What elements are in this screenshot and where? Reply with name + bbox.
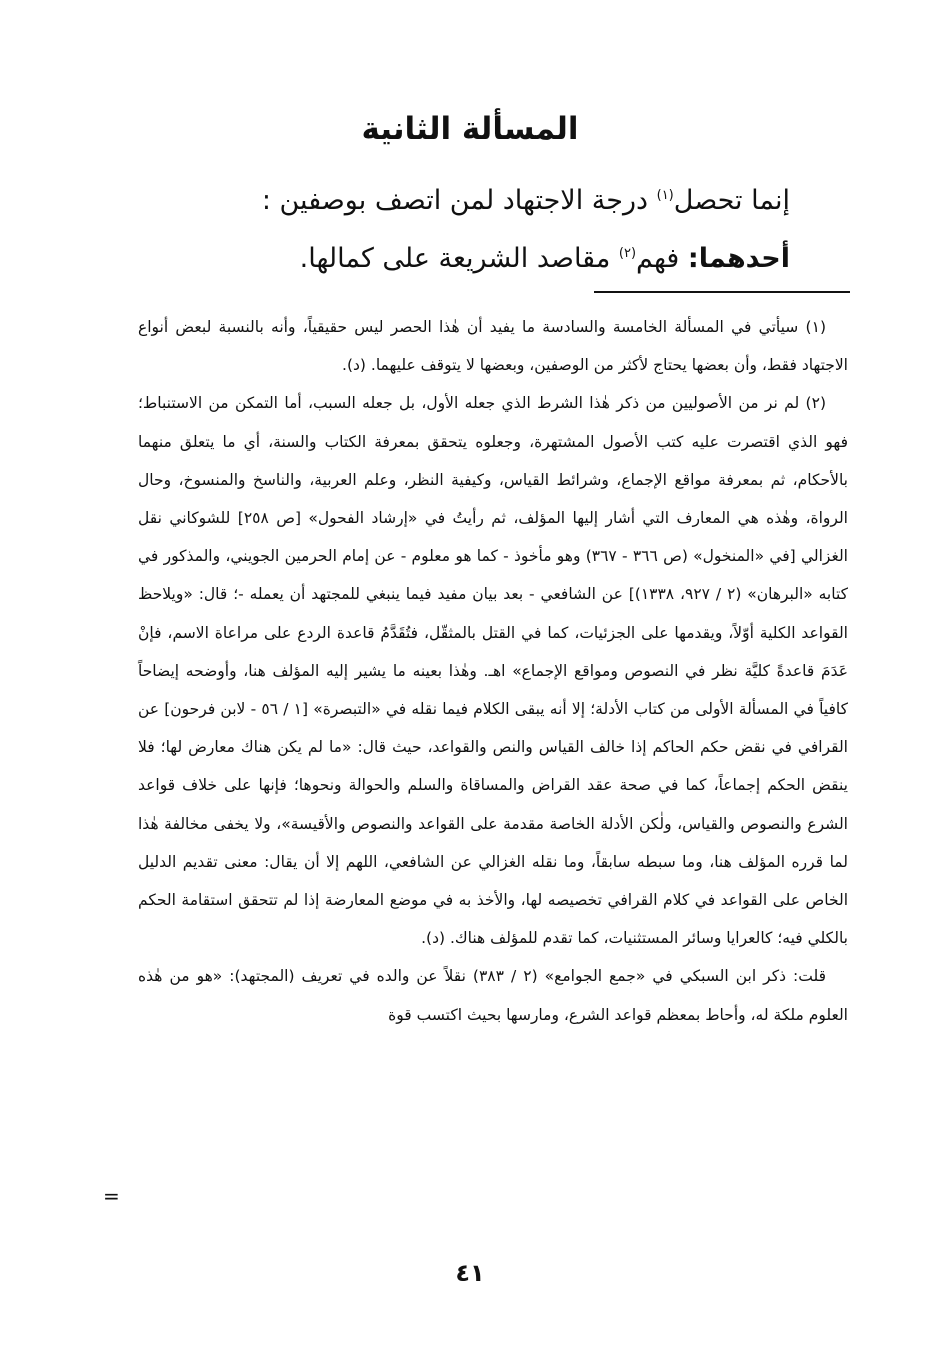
footnote-separator [594,291,850,293]
page-title: المسألة الثانية [361,111,579,147]
page-number: ٤١ [455,1259,485,1287]
footnote-1-text: سيأتي في المسألة الخامسة والسادسة ما يفيد أن هٰذا الحصر ليس حقيقياً، وأنه بالنسبة لبعض أنواع الاجتهاد فقط، وأن بعضها يحتاج لأكثر من الوصفين، وبعضها لا يتوقف عليهما. (د). [138,318,848,375]
footnote-1-number: (١) [805,318,826,336]
main-text-line-1 [90,178,790,224]
main-text-line-2-mid: فهم [636,243,688,274]
main-text-line-2 [90,236,790,282]
continuation-marker: = [103,1184,120,1208]
footnote-1 [138,308,848,384]
main-text-line-2-end: مقاصد الشريعة على كمالها. [299,243,619,274]
footnote-2-text: لم نر من الأصوليين من ذكر هٰذا الشرط الذي جعله الأول، بل جعله السبب، أما التمكن من الاستنباط؛ فهو الذي اقتصرت عليه كتب الأصول المشتهرة، وجعلوه يتحقق بمعرفة الكتاب والسنة، أي ما يتعلق منهما بالأحكام، ثم بمعرفة مواقع الإجماع، وشرائط القياس، وكيفية النظر، وعلم العربية، والناسخ والمنسوخ، وحال الرواة، وهٰذه هي المعارف التي أشار إليها المؤلف، ثم رأيتُ في «إرشاد الفحول» [ص ٢٥٨] للشوكاني نقل الغزالي [في «المنخول» (ص ٣٦٦ - ٣٦٧) وهو مأخوذ - كما هو معلوم - عن إمام الحرمين الجويني، والمذكور في كتابه «البرهان» (٢ / ٩٢٧، ١٣٣٨)] عن الشافعي - بعد بيان مفيد فيما ينبغي للمجتهد أن يعمله -؛ قال: «ويلاحظ القواعد الكلية أوّلاً، ويقدمها على الجزئيات، كما في القتل بالمثقّل، فتُقَدَّمُ قاعدة الردع على مراعاة الاسم، فإنْ عَدَمَ قاعدةً كليَّة نظر في النصوص ومواقع الإجماع» اهـ. وهٰذا بعينه ما يشير إليه المؤلف هنا، وأوضحه إيضاحاً كافياً في المسألة الأولى من كتاب الأدلة؛ إلا أنه يبقى الكلام فيما نقله في «التبصرة» [١ / ٥٦ - لابن فرحون] عن القرافي في نقض حكم الحاكم إذا خالف القياس والنص والقواعد، حيث قال: «ما لم يكن هناك معارض لها؛ فلا ينقض الحكم إجماعاً، كما في صحة عقد القراض والمساقاة والسلم والحوالة ونحوها؛ فإنها على خلاف قواعد الشرع والنصوص والقياس، ولٰكن الأدلة الخاصة مقدمة على القواعد والنصوص والأقيسة»، ولا يخفى مخالفة هٰذا لما قرره المؤلف هنا، وما سبطه سابقاً، وما نقله الغزالي عن الشافعي، اللهم إلا أن يقال: معنى تقديم الدليل الخاص على القواعد في كلام القرافي تخصيصه لها، والأخذ به في موضع المعارضة إذا لم تتحقق استقامة الحكم بالكلي فيه؛ كالعرايا وسائر المستثنيات، كما تقدم للمؤلف هناك. (د). [138,394,849,948]
footnote-2 [138,384,848,957]
editor-note-text: قلت: ذكر ابن السبكي في «جمع الجوامع» (٢ / ٣٨٣) نقلاً عن والده في تعريف (المجتهد): «هو من هٰذه العلوم ملكة له، وأحاط بمعظم قواعد الشرع، ومارسها بحيث اكتسب قوة [138,967,848,1024]
footnote-ref-1: (١) [656,188,674,203]
main-text-line-1-start: إنما تحصل [673,185,790,216]
footnotes-section [138,308,848,1034]
main-text-line-1-end: درجة الاجتهاد لمن اتصف بوصفين : [261,185,657,216]
footnote-2-number: (٢) [805,394,826,413]
main-text-line-2-lead: أحدهما: [687,243,790,274]
editor-note [138,957,848,1033]
footnote-ref-2: (٢) [618,246,637,261]
